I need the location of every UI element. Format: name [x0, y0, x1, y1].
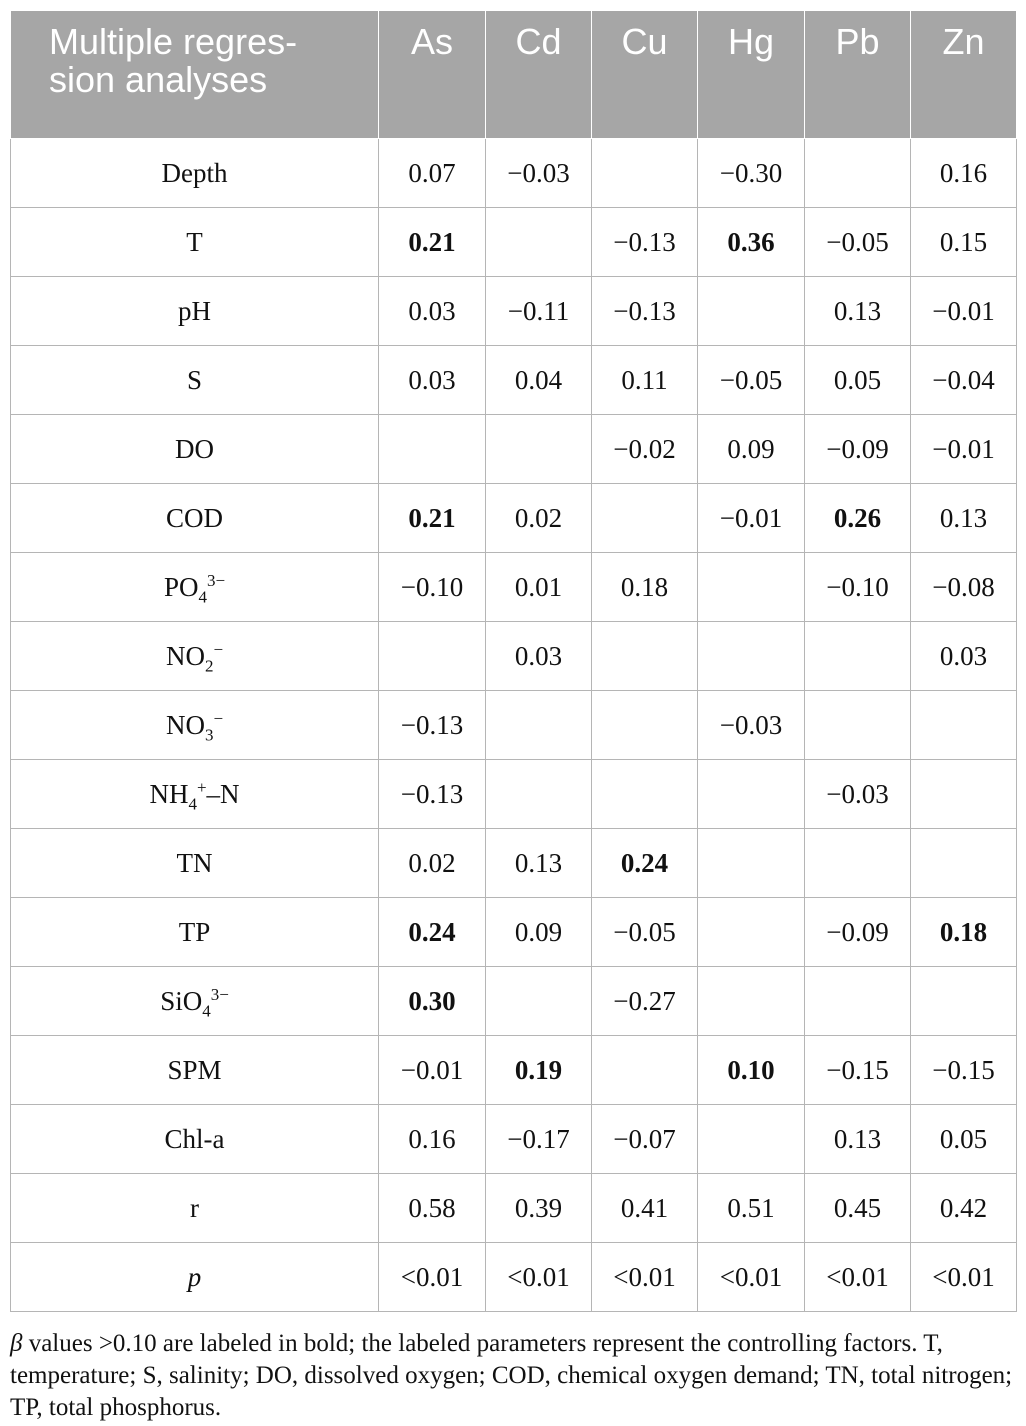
row-label: r [11, 1174, 379, 1243]
footnote-text: values >0.10 are labeled in bold; the labeled parameters represent the controlling factors. T, temperature; S, salinity; DO, dissolved oxygen; COD, chemical oxygen demand; TN, total nitrogen; TP, total phosphorus. [10, 1330, 1013, 1421]
table-cell: <0.01 [379, 1243, 486, 1312]
table-row [11, 829, 1017, 898]
row-label: T [11, 208, 379, 277]
table-cell: −0.05 [698, 346, 805, 415]
row-label: SPM [11, 1036, 379, 1105]
table-cell: 0.21 [379, 484, 486, 553]
table-cell: <0.01 [592, 1243, 698, 1312]
table-cell [698, 1105, 805, 1174]
footnote-beta-symbol: β [10, 1330, 23, 1357]
table-cell: 0.24 [592, 829, 698, 898]
table-cell: −0.17 [486, 1105, 592, 1174]
table-cell [592, 691, 698, 760]
table-cell: 0.03 [486, 622, 592, 691]
table-cell: 0.51 [698, 1174, 805, 1243]
table-cell [592, 484, 698, 553]
table-cell: 0.05 [911, 1105, 1017, 1174]
table-cell: 0.10 [698, 1036, 805, 1105]
header-cell-hg: Hg [698, 11, 805, 139]
table-cell: 0.09 [486, 898, 592, 967]
table-cell [486, 691, 592, 760]
header-cell-as: As [379, 11, 486, 139]
table-cell: 0.05 [805, 346, 911, 415]
table-cell: 0.13 [911, 484, 1017, 553]
table-cell: −0.13 [379, 691, 486, 760]
table-cell [698, 829, 805, 898]
table-footnote [10, 1328, 1020, 1424]
table-cell: 0.02 [486, 484, 592, 553]
table-cell: −0.03 [805, 760, 911, 829]
header-cell-label: Multiple regres- sion analyses [11, 11, 379, 139]
header-cell-cu: Cu [592, 11, 698, 139]
table-cell: −0.15 [805, 1036, 911, 1105]
row-label: Depth [11, 139, 379, 208]
table-cell: <0.01 [911, 1243, 1017, 1312]
table-cell: 0.26 [805, 484, 911, 553]
table-cell [805, 691, 911, 760]
row-label: TN [11, 829, 379, 898]
table-cell: 0.21 [379, 208, 486, 277]
table-cell [486, 967, 592, 1036]
table-cell [379, 622, 486, 691]
table-cell [486, 415, 592, 484]
row-label: S [11, 346, 379, 415]
table-cell: −0.30 [698, 139, 805, 208]
table-cell: −0.05 [805, 208, 911, 277]
table-cell [592, 1036, 698, 1105]
table-cell: −0.27 [592, 967, 698, 1036]
table-cell: −0.05 [592, 898, 698, 967]
table-cell: 0.09 [698, 415, 805, 484]
table-cell: −0.03 [486, 139, 592, 208]
table-cell: 0.30 [379, 967, 486, 1036]
row-label: SiO$_4^{3-}$ [11, 967, 379, 1036]
row-label: $NO_2^-$ [11, 622, 379, 691]
table-cell: −0.07 [592, 1105, 698, 1174]
table-cell: <0.01 [698, 1243, 805, 1312]
row-label: $PO_4^{3-}$ [11, 553, 379, 622]
table-body [11, 139, 1017, 1312]
table-cell [911, 691, 1017, 760]
table-cell: 0.42 [911, 1174, 1017, 1243]
table-row [11, 1105, 1017, 1174]
table-row [11, 967, 1017, 1036]
table-cell [805, 829, 911, 898]
header-row [11, 11, 1017, 139]
table-row [11, 277, 1017, 346]
table-cell [698, 898, 805, 967]
table-cell [698, 622, 805, 691]
row-label: $NH_4^+-N$ [11, 760, 379, 829]
table-cell [911, 967, 1017, 1036]
table-row [11, 760, 1017, 829]
table-row [11, 346, 1017, 415]
table-cell: −0.01 [698, 484, 805, 553]
table-cell [486, 760, 592, 829]
header-cell-cd: Cd [486, 11, 592, 139]
table-cell: 0.45 [805, 1174, 911, 1243]
table-cell: 0.03 [911, 622, 1017, 691]
table-cell [698, 760, 805, 829]
table-cell: −0.10 [379, 553, 486, 622]
table-cell: −0.03 [698, 691, 805, 760]
table-cell [805, 967, 911, 1036]
row-label: COD [11, 484, 379, 553]
table-cell: 0.03 [379, 277, 486, 346]
table-cell: −0.13 [592, 208, 698, 277]
table-cell: −0.11 [486, 277, 592, 346]
row-label: p [11, 1243, 379, 1312]
table-row [11, 898, 1017, 967]
table-cell: 0.36 [698, 208, 805, 277]
table-cell: −0.13 [592, 277, 698, 346]
table-cell: −0.01 [379, 1036, 486, 1105]
table-row [11, 208, 1017, 277]
table-cell: −0.15 [911, 1036, 1017, 1105]
table-cell: −0.01 [911, 277, 1017, 346]
table-cell [805, 622, 911, 691]
table-row [11, 1036, 1017, 1105]
table-cell: 0.13 [805, 277, 911, 346]
table-row [11, 1243, 1017, 1312]
table-row [11, 415, 1017, 484]
table-cell [592, 139, 698, 208]
table-cell: 0.03 [379, 346, 486, 415]
table-row [11, 1174, 1017, 1243]
row-label: DO [11, 415, 379, 484]
table-cell: 0.18 [592, 553, 698, 622]
table-cell: 0.07 [379, 139, 486, 208]
table-cell: 0.39 [486, 1174, 592, 1243]
table-cell [379, 415, 486, 484]
table-cell: −0.09 [805, 415, 911, 484]
table-cell: −0.13 [379, 760, 486, 829]
table-cell: 0.58 [379, 1174, 486, 1243]
table-cell: −0.02 [592, 415, 698, 484]
table-cell: −0.10 [805, 553, 911, 622]
table-cell: −0.04 [911, 346, 1017, 415]
table-cell: <0.01 [486, 1243, 592, 1312]
table-cell: −0.08 [911, 553, 1017, 622]
table-cell: 0.04 [486, 346, 592, 415]
header-cell-pb: Pb [805, 11, 911, 139]
table-cell [698, 967, 805, 1036]
header-cell-zn: Zn [911, 11, 1017, 139]
table-cell: 0.19 [486, 1036, 592, 1105]
table-row [11, 691, 1017, 760]
table-row [11, 553, 1017, 622]
table-cell: 0.13 [805, 1105, 911, 1174]
table-cell: 0.24 [379, 898, 486, 967]
table-cell: 0.15 [911, 208, 1017, 277]
table-cell: −0.09 [805, 898, 911, 967]
table-cell: 0.41 [592, 1174, 698, 1243]
table-cell [592, 760, 698, 829]
table-cell: 0.11 [592, 346, 698, 415]
table-cell: 0.18 [911, 898, 1017, 967]
table-cell: 0.02 [379, 829, 486, 898]
row-label: Chl-a [11, 1105, 379, 1174]
table-cell: 0.01 [486, 553, 592, 622]
row-label: pH [11, 277, 379, 346]
row-label: TP [11, 898, 379, 967]
table-cell [698, 553, 805, 622]
table-row [11, 484, 1017, 553]
table-cell: −0.01 [911, 415, 1017, 484]
table-cell: 0.16 [379, 1105, 486, 1174]
table-cell [698, 277, 805, 346]
table-cell [805, 139, 911, 208]
regression-table-container [10, 10, 1016, 1312]
table-cell [486, 208, 592, 277]
table-row [11, 139, 1017, 208]
table-cell [911, 829, 1017, 898]
table-cell: <0.01 [805, 1243, 911, 1312]
table-cell [592, 622, 698, 691]
table-cell [911, 760, 1017, 829]
table-header [11, 11, 1017, 139]
table-cell: 0.16 [911, 139, 1017, 208]
table-cell: 0.13 [486, 829, 592, 898]
row-label: $NO_3^-$ [11, 691, 379, 760]
table-row [11, 622, 1017, 691]
regression-table [10, 10, 1017, 1312]
